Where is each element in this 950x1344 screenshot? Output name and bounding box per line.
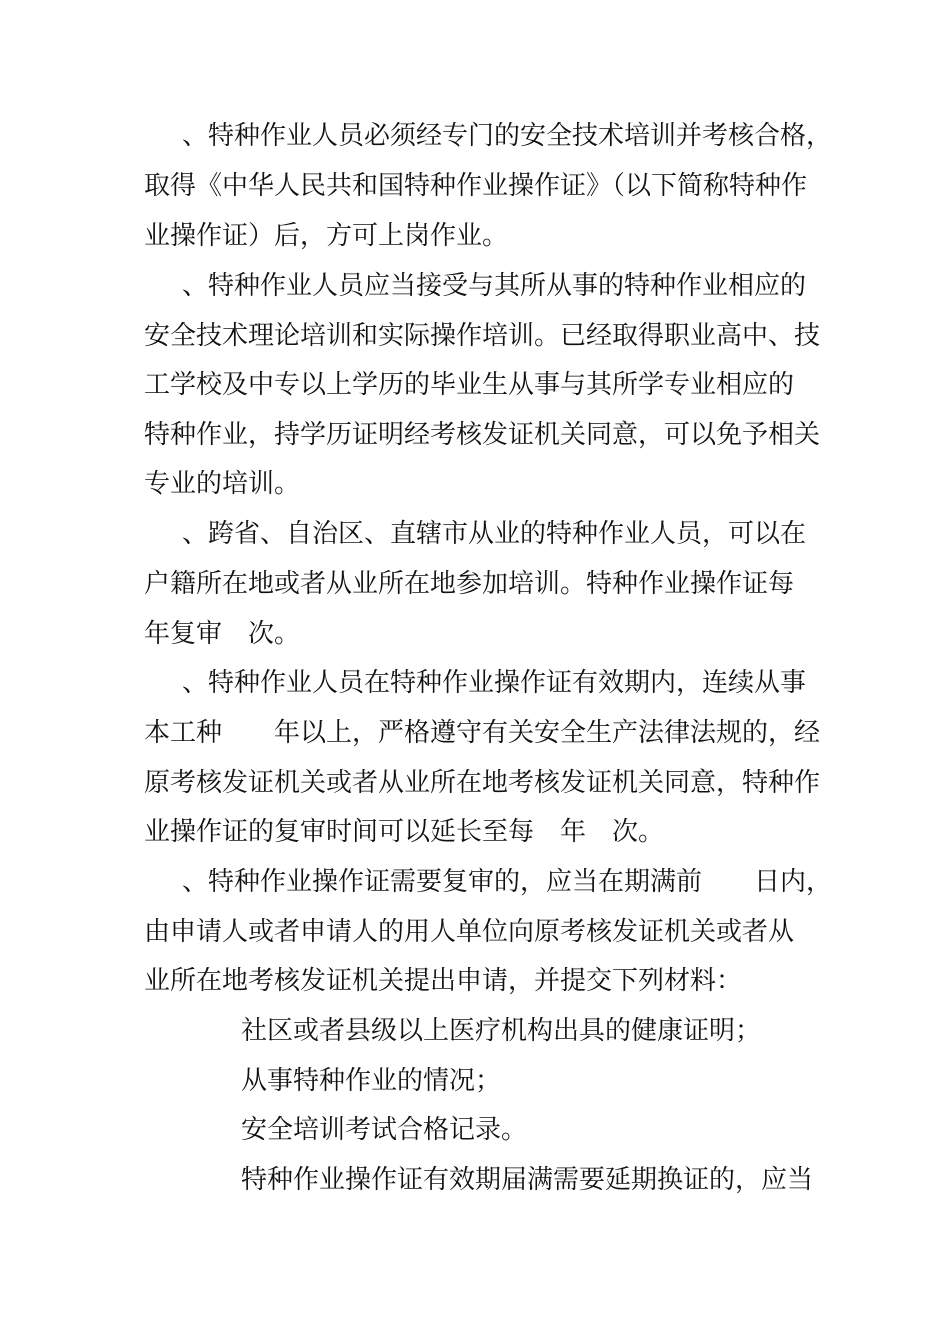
paragraph-2-line-3: 工学校及中专以上学历的毕业生从事与其所学专业相应的 [144,370,795,400]
paragraph-2-line-1: 、特种作业人员应当接受与其所从事的特种作业相应的 [182,271,807,301]
paragraph-3-line-2: 户籍所在地或者从业所在地参加培训。特种作业操作证每 [144,569,795,599]
paragraph-2-line-2: 安全技术理论培训和实际操作培训。已经取得职业高中、技 [144,321,821,351]
paragraph-1-line-3: 业操作证）后，方可上岗作业。 [144,221,509,251]
paragraph-4-line-1: 、特种作业人员在特种作业操作证有效期内，连续从事 [182,668,807,698]
paragraph-5-line-1: 、特种作业操作证需要复审的，应当在期满前 日内， [182,867,833,897]
paragraph-4-line-3: 原考核发证机关或者从业所在地考核发证机关同意，特种作 [144,768,821,798]
paragraph-2-line-4: 特种作业，持学历证明经考核发证机关同意，可以免予相关 [144,420,821,450]
paragraph-5-line-2: 由申请人或者申请人的用人单位向原考核发证机关或者从 [144,917,795,947]
paragraph-1-line-1: 、特种作业人员必须经专门的安全技术培训并考核合格， [182,121,833,151]
paragraph-3-line-3: 年复审 次。 [144,619,301,649]
list-item-health-certificate: 社区或者县级以上医疗机构出具的健康证明； [241,1016,762,1046]
list-item-exam-record: 安全培训考试合格记录。 [241,1115,528,1145]
paragraph-2-line-5: 专业的培训。 [144,469,301,499]
paragraph-4-line-2: 本工种 年以上，严格遵守有关安全生产法律法规的，经 [144,718,821,748]
list-item-work-situation: 从事特种作业的情况； [241,1066,502,1096]
paragraph-5-line-3: 业所在地考核发证机关提出申请，并提交下列材料： [144,966,743,996]
paragraph-3-line-1: 、跨省、自治区、直辖市从业的特种作业人员，可以在 [182,519,807,549]
paragraph-4-line-4: 业操作证的复审时间可以延长至每 年 次。 [144,817,665,847]
paragraph-1-line-2: 取得《中华人民共和国特种作业操作证》（以下简称特种作 [144,171,808,201]
paragraph-6-line-1: 特种作业操作证有效期届满需要延期换证的，应当 [241,1165,814,1195]
